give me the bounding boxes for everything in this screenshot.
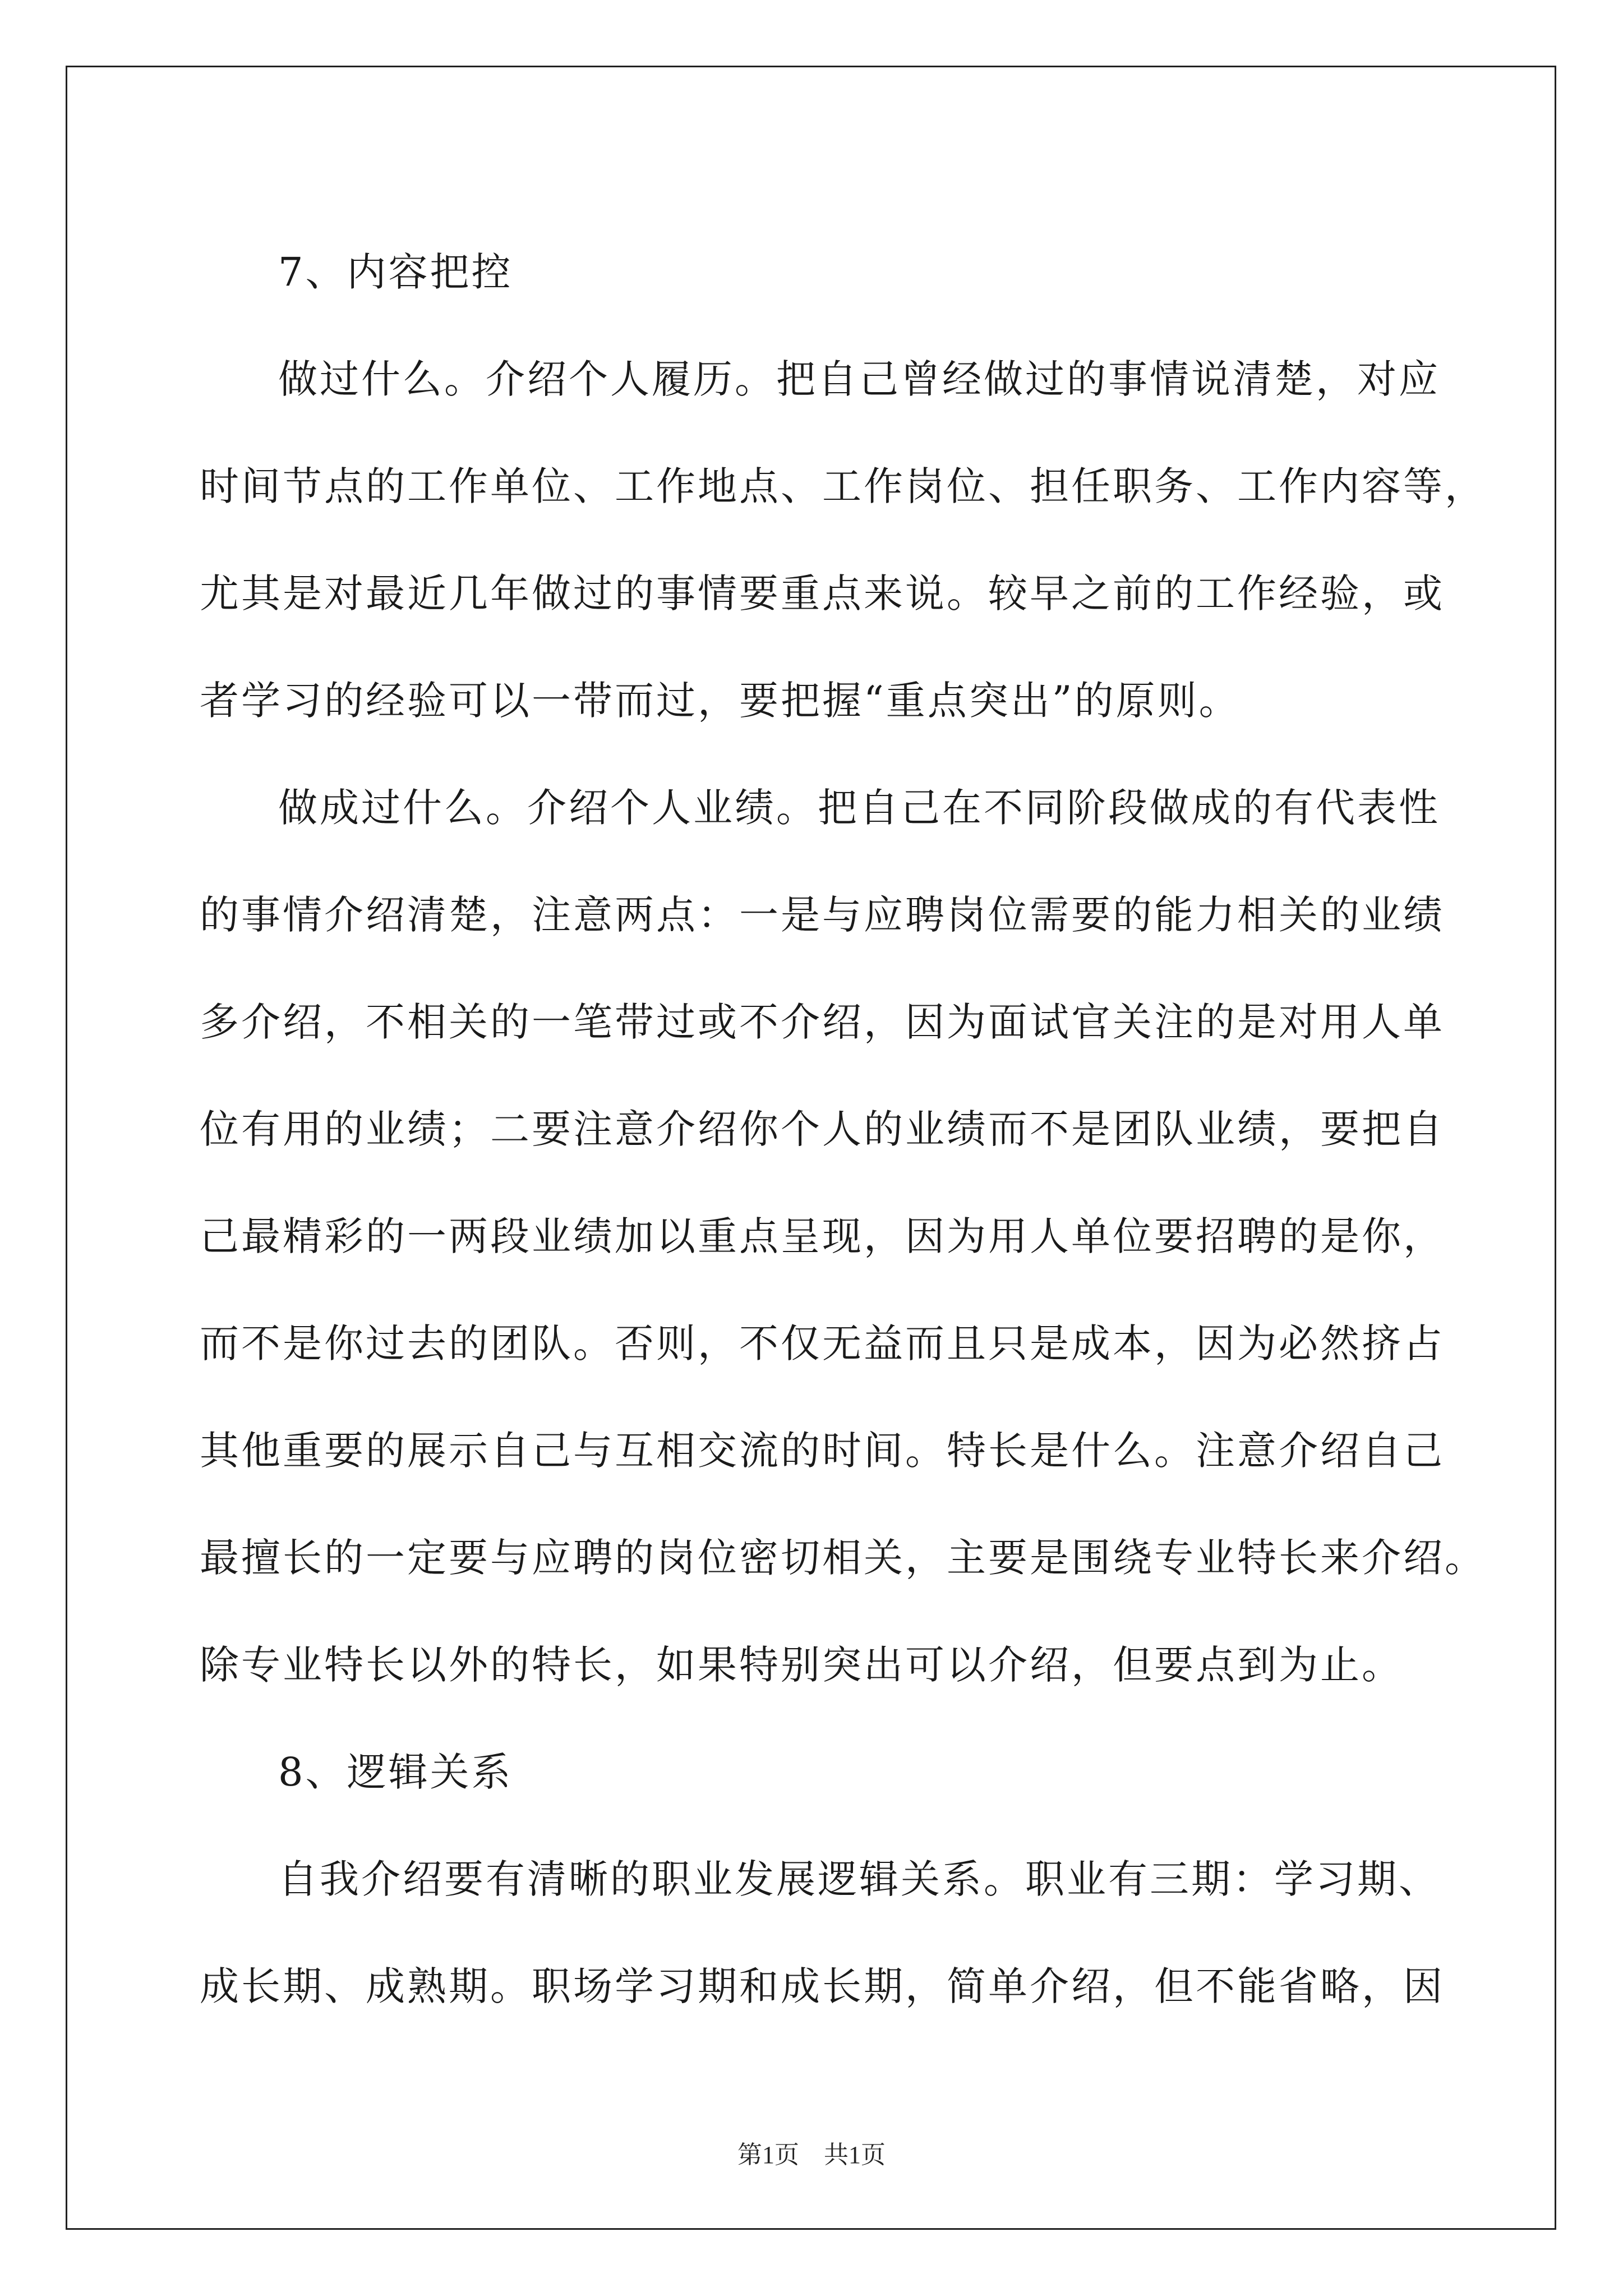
paragraph-line: 位有用的业绩；二要注意介绍你个人的业绩而不是团队业绩，要把自	[200, 1106, 1445, 1152]
paragraph-line: 尤其是对最近几年做过的事情要重点来说。较早之前的工作经验，或	[200, 570, 1445, 616]
paragraph-line: 的事情介绍清楚，注意两点：一是与应聘岗位需要的能力相关的业绩	[200, 892, 1445, 938]
paragraph-line: 时间节点的工作单位、工作地点、工作岗位、担任职务、工作内容等，	[200, 463, 1486, 509]
paragraph-line: 多介绍，不相关的一笔带过或不介绍，因为面试官关注的是对用人单	[200, 999, 1445, 1045]
paragraph-line: 最擅长的一定要与应聘的岗位密切相关，主要是围绕专业特长来介绍。	[200, 1535, 1486, 1581]
paragraph-line: 做成过什么。介绍个人业绩。把自己在不同阶段做成的有代表性	[278, 785, 1440, 831]
paragraph-line: 者学习的经验可以一带而过，要把握“重点突出”的原则。	[200, 678, 1241, 724]
paragraph-line: 成长期、成熟期。职场学习期和成长期，简单介绍，但不能省略，因	[200, 1963, 1445, 2009]
paragraph-line: 而不是你过去的团队。否则，不仅无益而且只是成本，因为必然挤占	[200, 1320, 1445, 1366]
document-body	[200, 219, 1486, 2040]
heading-logic-relation: 8、逻辑关系	[278, 1749, 513, 1795]
paragraph-line: 自我介绍要有清晰的职业发展逻辑关系。职业有三期：学习期、	[278, 1856, 1440, 1902]
paragraph-line: 除专业特长以外的特长，如果特别突出可以介绍，但要点到为止。	[200, 1642, 1403, 1688]
heading-content-control: 7、内容把控	[278, 249, 513, 295]
page-footer: 第1页 共1页	[737, 2141, 886, 2169]
paragraph-line: 做过什么。介绍个人履历。把自己曾经做过的事情说清楚，对应	[278, 356, 1440, 402]
paragraph-line: 其他重要的展示自己与互相交流的时间。特长是什么。注意介绍自己	[200, 1428, 1445, 1474]
paragraph-line: 己最精彩的一两段业绩加以重点呈现，因为用人单位要招聘的是你，	[200, 1213, 1445, 1259]
